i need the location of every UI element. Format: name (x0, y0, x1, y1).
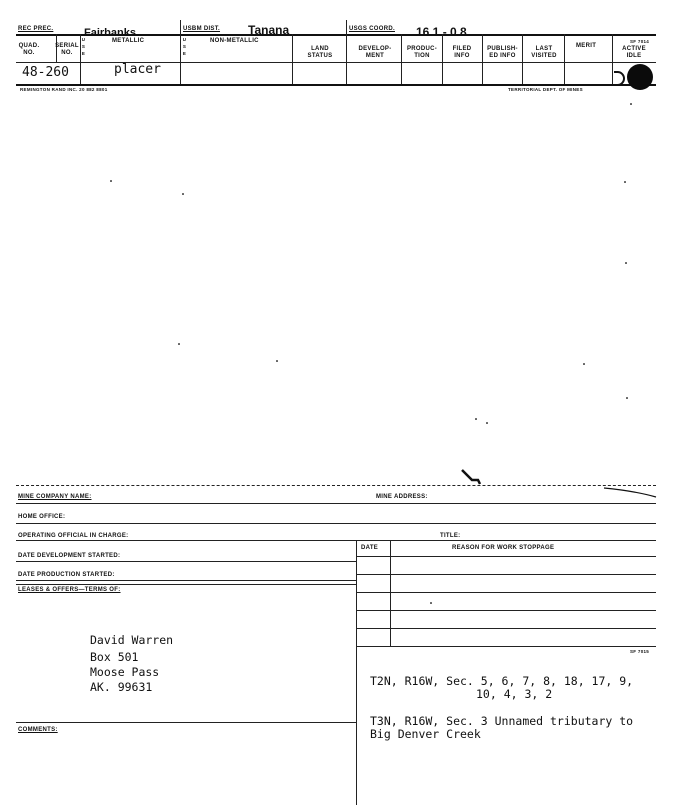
territorial-imprint: TERRITORIAL DEPT. OF MINES (508, 87, 583, 92)
owner-box: Box 501 (90, 650, 139, 664)
rec-prec-label: REC PREC. (18, 26, 54, 32)
location-line-4: Big Denver Creek (370, 727, 481, 741)
col-non-metallic: NON-METALLIC (210, 38, 259, 44)
col-use-right: U S E (182, 37, 187, 56)
owner-state-zip: AK. 99631 (90, 680, 153, 694)
col-development: DEVELOP-MENT (358, 46, 392, 59)
active-status-dot (627, 64, 653, 90)
col-land-status: LAND STATUS (307, 46, 333, 59)
usgs-coord-label: USGS COORD. (349, 26, 395, 32)
date-column-header: DATE (361, 545, 379, 551)
date-production-label: DATE PRODUCTION STARTED: (18, 572, 115, 578)
owner-city: Moose Pass (90, 665, 160, 679)
col-last-visited: LAST VISITED (531, 46, 557, 59)
date-development-label: DATE DEVELOPMENT STARTED: (18, 553, 121, 559)
pen-scribble (450, 466, 660, 502)
operating-official-label: OPERATING OFFICIAL IN CHARGE: (18, 533, 129, 539)
col-use-left: U S E (81, 37, 86, 56)
location-line-3: T3N, R16W, Sec. 3 Unnamed tributary to (370, 714, 634, 728)
mine-address-label: MINE ADDRESS: (376, 494, 428, 500)
reason-column-header: REASON FOR WORK STOPPAGE (452, 545, 555, 551)
form-number: SF 7014 (630, 39, 650, 44)
col-filed-info: FILED INFO (452, 46, 472, 59)
col-published-info: PUBLISH-ED INFO (487, 46, 518, 59)
owner-name: David Warren (90, 633, 174, 647)
col-quad-no: QUAD. NO. (18, 43, 40, 56)
lower-form-number: SF 7015 (630, 649, 650, 654)
location-line-2: 10, 4, 3, 2 (476, 687, 553, 701)
location-line-1: T2N, R16W, Sec. 5, 6, 7, 8, 18, 17, 9, (370, 674, 634, 688)
serial-value: 48-260 (22, 65, 69, 80)
mine-company-name-label: MINE COMPANY NAME: (18, 494, 92, 500)
district-value: Fairbanks (84, 27, 136, 39)
home-office-label: HOME OFFICE: (18, 514, 66, 520)
col-active-idle: ACTIVE IDLE (622, 46, 646, 59)
col-production: PRODUC-TION (406, 46, 438, 59)
col-serial-no: SERIAL NO. (55, 43, 79, 56)
metallic-value: placer (114, 62, 161, 77)
col-metallic: METALLIC (112, 38, 145, 44)
col-merit: MERIT (576, 43, 597, 49)
leases-label: LEASES & OFFERS—TERMS OF: (18, 587, 121, 593)
printer-imprint: REMINGTON RAND INC. 20 882 8801 (20, 87, 108, 92)
title-label: TITLE: (440, 533, 461, 539)
usbm-dist-value: Tanana (248, 23, 290, 37)
comments-label: COMMENTS: (18, 727, 58, 733)
usgs-coord-value: 16.1 - 0.8 (416, 25, 467, 39)
usbm-dist-label: USBM DIST. (183, 26, 221, 32)
